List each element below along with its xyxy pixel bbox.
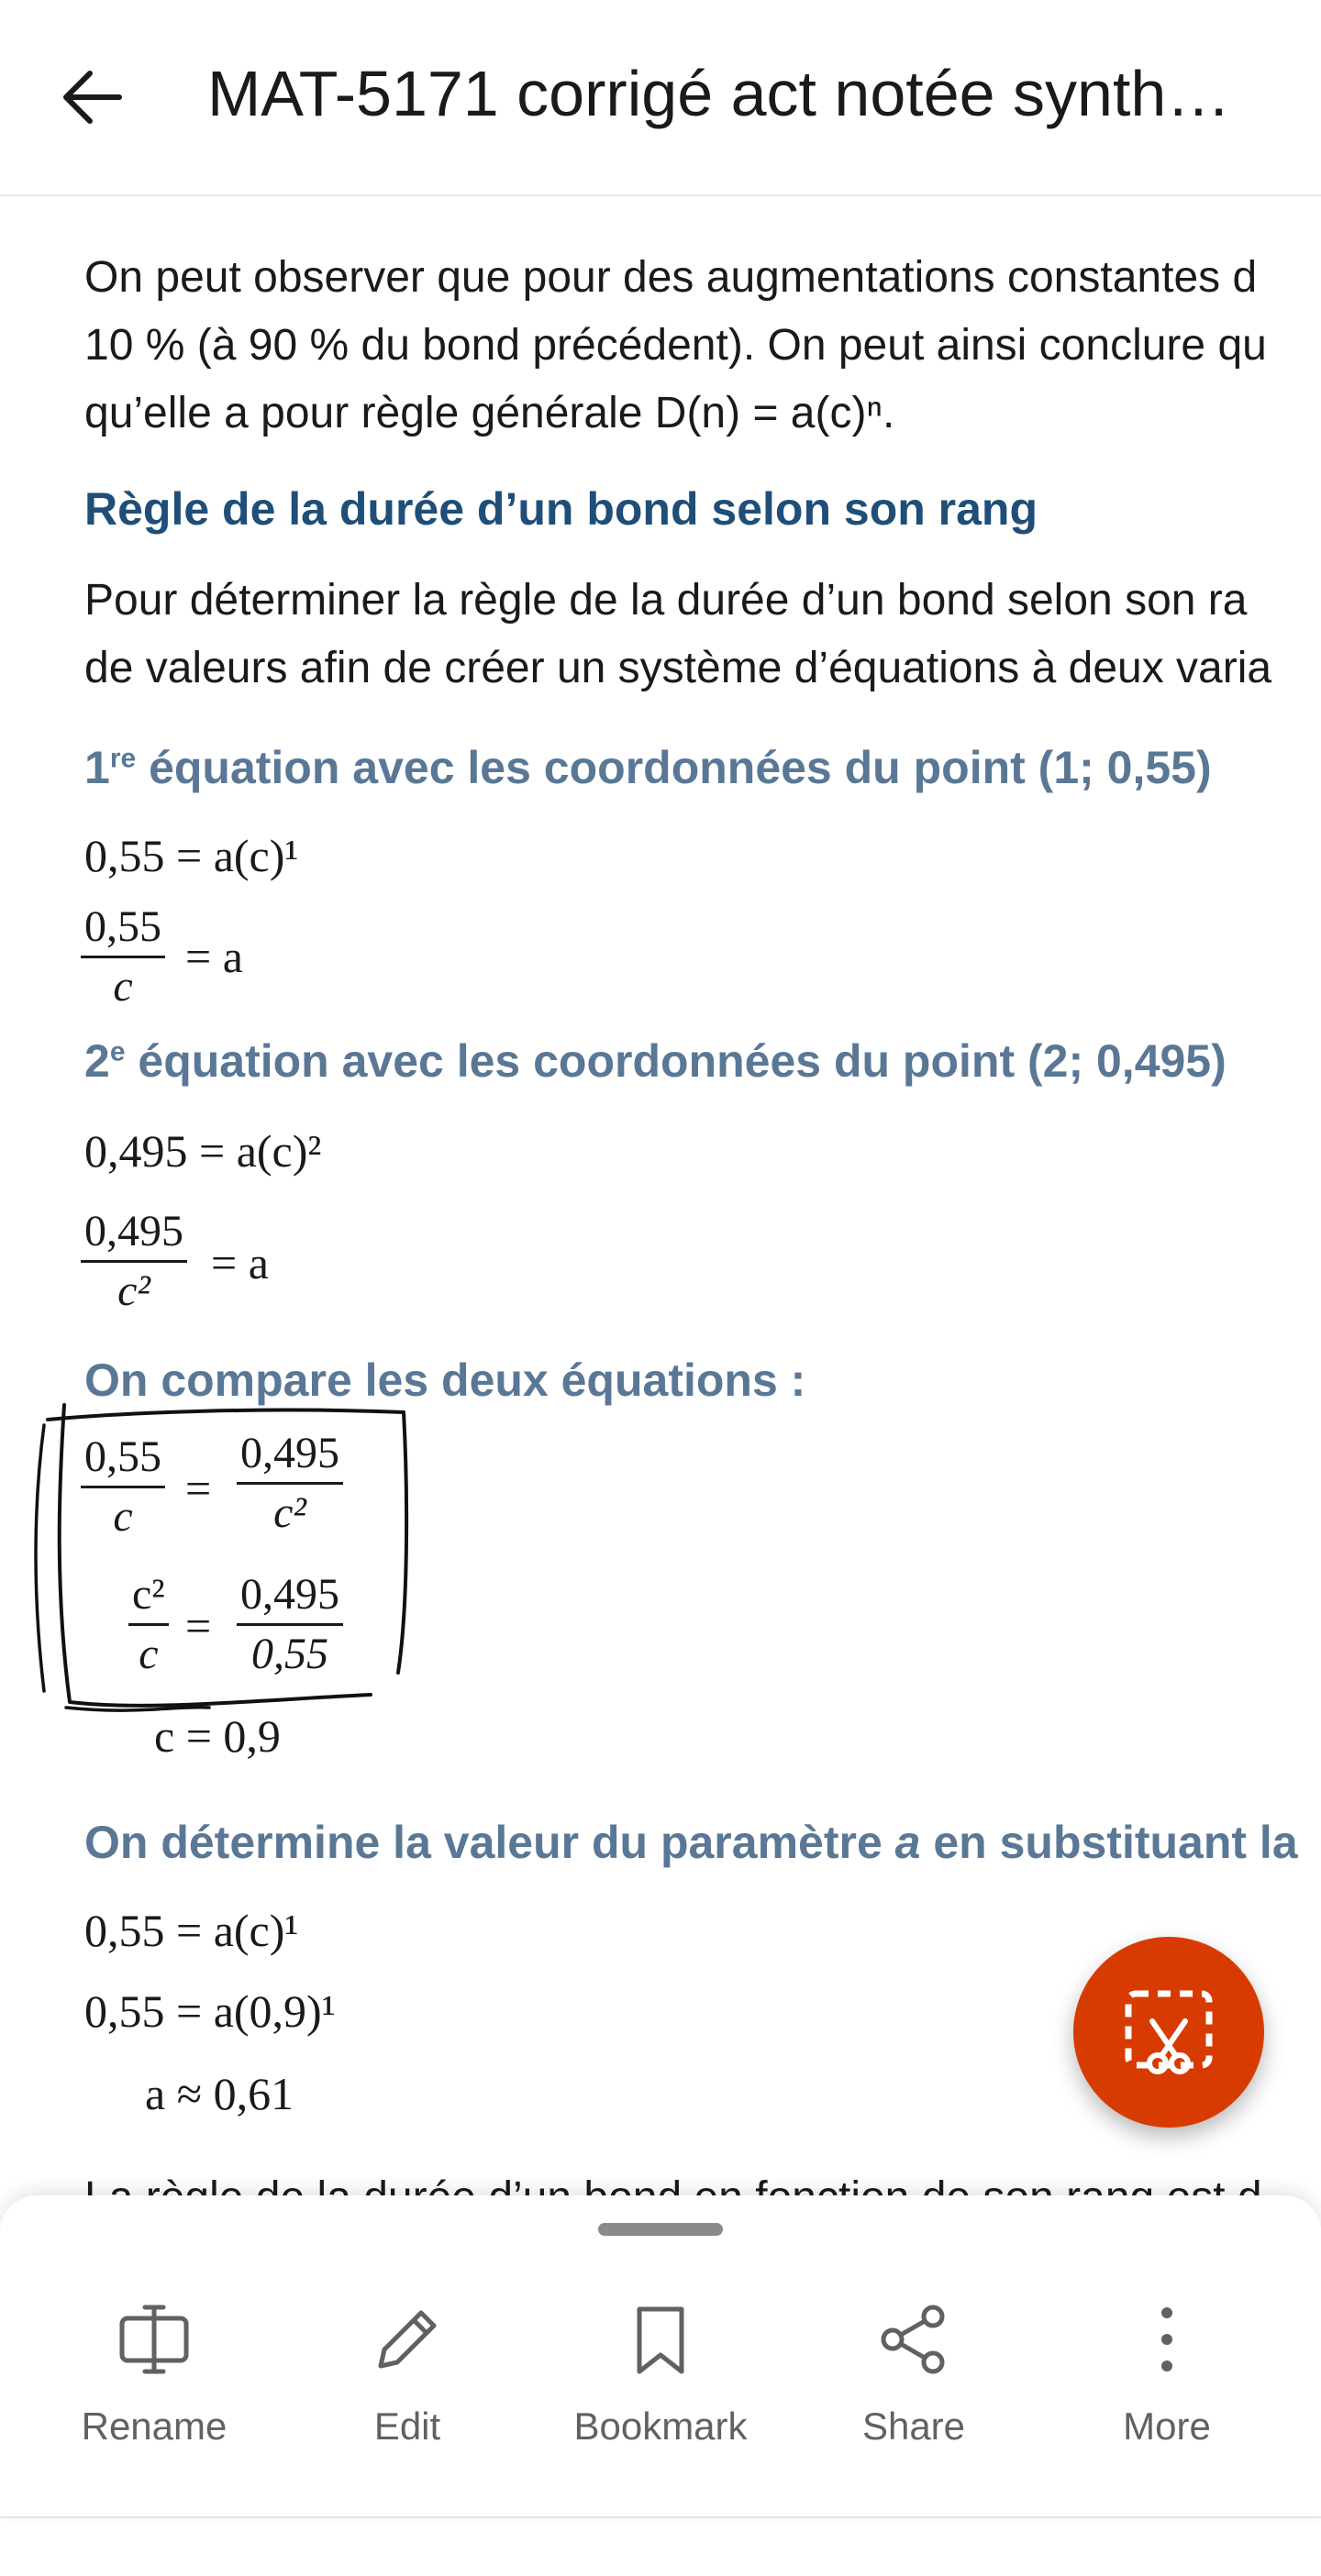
top-app-bar xyxy=(0,0,1321,196)
compare-2-right-fraction: $\frac{0,495}{0,55}$ xyxy=(237,1566,343,1683)
intro-line-1: On peut observer que pour des augmentations constantes d xyxy=(84,253,1258,302)
share-icon xyxy=(872,2298,955,2381)
equation-1-fraction: $\frac{0,55}{c}$ xyxy=(81,899,165,1015)
substitution-line-3: a ≈ 0,61 xyxy=(145,2068,294,2119)
hand-drawn-box-annotation xyxy=(18,1379,422,1737)
document-title: MAT-5171 corrigé act notée synth… xyxy=(207,58,1231,129)
bottom-action-sheet xyxy=(0,2195,1321,2518)
compare-2-equals: = xyxy=(185,1600,212,1652)
more-vertical-icon xyxy=(1126,2298,1208,2381)
more-button[interactable] xyxy=(1066,2298,1268,2482)
share-label: Share xyxy=(861,2405,966,2448)
screen-clip-button[interactable] xyxy=(1073,1937,1264,2128)
bookmark-icon xyxy=(619,2298,702,2381)
sheet-drag-handle[interactable] xyxy=(598,2223,723,2236)
compare-1-right-fraction: $\frac{0,495}{\text{c²}}$ xyxy=(237,1425,343,1542)
arrow-left-icon xyxy=(55,61,138,134)
share-button[interactable] xyxy=(813,2298,1015,2482)
edit-button[interactable] xyxy=(306,2298,508,2482)
equation-1-line: 0,55 = a(c)¹ xyxy=(84,830,299,881)
equation-2-line: 0,495 = a(c)² xyxy=(84,1125,322,1177)
rename-label: Rename xyxy=(81,2405,228,2448)
eq2-heading-sup: e xyxy=(109,1036,126,1067)
eq1-heading-sup: re xyxy=(109,743,137,774)
equation-2-heading: 2e équation avec les coordonnées du point (2; 0,495) xyxy=(84,1035,1227,1087)
section-line-1: Pour déterminer la règle de la durée d’un bond selon son ra xyxy=(84,576,1248,625)
intro-line-3: qu’elle a pour règle générale D(n) = a(c)ⁿ. xyxy=(84,389,895,437)
compare-1-left-fraction: $\frac{0,55}{c}$ xyxy=(81,1429,165,1545)
equation-2-fraction: $\frac{0,495}{\text{c²}}$ xyxy=(81,1203,187,1320)
bottom-divider xyxy=(0,2516,1321,2518)
edit-label: Edit xyxy=(373,2405,441,2448)
eq1-heading-text: équation avec les coordonnées du point (1; 0,55) xyxy=(136,742,1212,793)
bookmark-button[interactable] xyxy=(560,2298,761,2482)
rename-button[interactable] xyxy=(53,2298,255,2482)
substitution-line-2: 0,55 = a(0,9)¹ xyxy=(84,1985,336,2037)
section-title: Règle de la durée d’un bond selon son rang xyxy=(84,483,1038,535)
intro-line-2: 10 % (à 90 % du bond précédent). On peut ainsi conclure qu xyxy=(84,321,1267,370)
equation-1-rhs: = a xyxy=(185,931,243,982)
screen-clip-scissors-icon xyxy=(1073,1937,1264,2128)
bookmark-label: Bookmark xyxy=(573,2405,748,2448)
parameter-heading: On détermine la valeur du paramètre a en substituant la xyxy=(84,1817,1298,1868)
equation-1-heading: 1re équation avec les coordonnées du point (1; 0,55) xyxy=(84,742,1212,793)
compare-2-left-fraction: $\frac{\text{c²}}{c}$ xyxy=(128,1566,169,1683)
pencil-icon xyxy=(366,2298,449,2381)
more-label: More xyxy=(1123,2405,1211,2448)
compare-1-equals: = xyxy=(185,1463,212,1514)
document-viewer[interactable] xyxy=(0,196,1321,2195)
c-result: c = 0,9 xyxy=(154,1710,281,1762)
eq2-heading-text: équation avec les coordonnées du point (2; 0,495) xyxy=(125,1035,1227,1087)
equation-2-rhs: = a xyxy=(211,1237,269,1288)
section-line-2: de valeurs afin de créer un système d’équations à deux varia xyxy=(84,644,1272,692)
rename-icon xyxy=(113,2298,195,2381)
substitution-line-1: 0,55 = a(c)¹ xyxy=(84,1905,299,1956)
back-button[interactable] xyxy=(55,61,138,134)
compare-heading: On compare les deux équations : xyxy=(84,1354,806,1406)
